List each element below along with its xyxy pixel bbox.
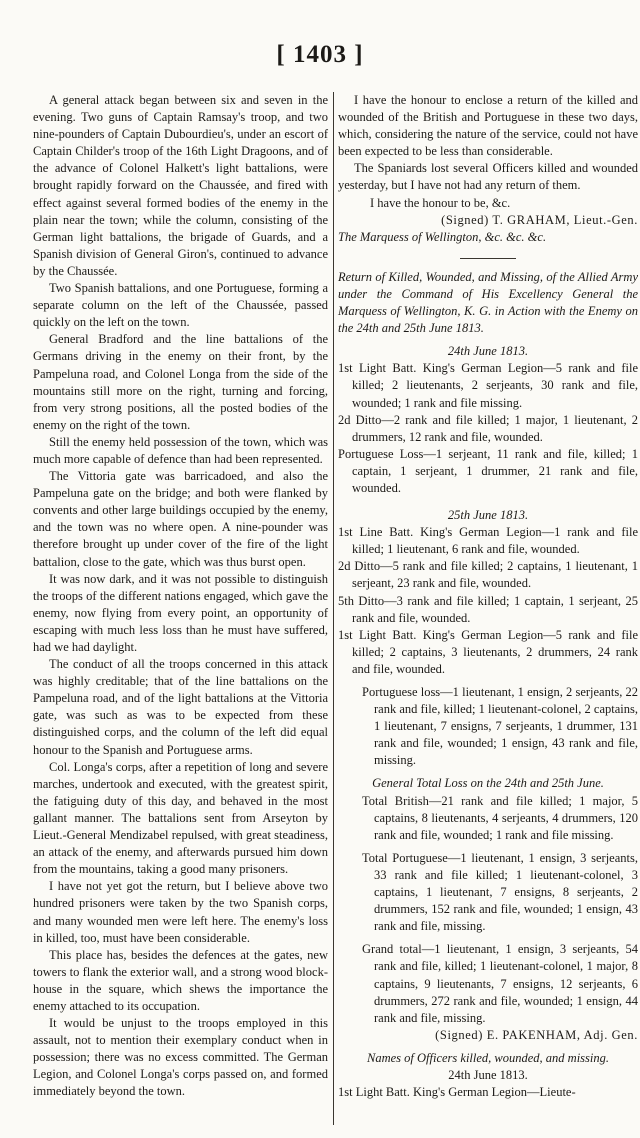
closing-line: I have the honour to be, &c. <box>370 195 511 210</box>
return-entry: 2d Ditto—2 rank and file killed; 1 major, 1 lieutenant, 2 drummers, 12 rank and file, wounded. <box>338 412 638 444</box>
officers-first-entry: 1st Light Batt. King's German Legion—Lieute- <box>338 1085 576 1100</box>
paragraph: It was now dark, and it was not possible to distinguish the troops of the different nations engaged, which gave the enemy, now flying from every point, an opportunity of escaping with much less loss than he must have suffered, had we had daylight. <box>33 571 328 654</box>
total-entry: Total Portuguese—1 lieutenant, 1 ensign, 3 serjeants, 33 rank and file killed; 1 lieutenant-colonel, 3 captains, 1 lieutenant, 7 ensigns, 8 serjeants, 2 drummers, 152 rank and file, wounded; 1 ensign, 43 rank and file, missing. <box>362 850 638 934</box>
return-entry: 1st Light Batt. King's German Legion—5 rank and file killed; 2 captains, 3 lieutenants, 2 drummers, 24 rank and file, wounded. <box>338 627 638 676</box>
return-entry: 2d Ditto—5 rank and file killed; 2 captains, 1 lieutenant, 1 serjeant, 23 rank and file, wounded. <box>338 559 638 591</box>
portuguese-loss-entry: Portuguese loss—1 lieutenant, 1 ensign, 2 serjeants, 22 rank and file, killed; 1 lieutenant-colonel, 2 captains, 1 lieutenant, 7 ensigns, 7 serjeants, 1 drummer, 131 rank and file, wounded; 1 ensign, 43 rank and file, missing. <box>362 685 638 768</box>
section-rule <box>460 258 516 259</box>
return-entry: 5th Ditto—3 rank and file killed; 1 captain, 1 serjeant, 25 rank and file, wounded. <box>338 593 638 625</box>
paragraph: The conduct of all the troops concerned in this attack was highly creditable; that of the line battalions on the Pampeluna road, and of the light battalions at the Vittoria gate, was such as was to be expected from these distinguished corps, and the column of the left did equal honour to the Spanish and Portuguese arms. <box>33 657 328 757</box>
paragraph: I have the honour to enclose a return of the killed and wounded of the British and Portuguese in these two days, which, considering the nature of the service, could not have been expected to be less than considerable. <box>338 93 638 159</box>
paragraph: This place has, besides the defences at the gates, new towers to flank the exterior wall, and a strong wood block-house in the square, which shews the importance the enemy attached to its occupation. <box>33 947 328 1013</box>
general-total-heading: General Total Loss on the 24th and 25th June. <box>372 776 604 791</box>
signature-pakenham: (Signed) E. PAKENHAM, Adj. Gen. <box>435 1027 638 1042</box>
right-column <box>338 92 638 1101</box>
return-title: Return of Killed, Wounded, and Missing, of the Allied Army under the Command of His Excellency General the Marquess of Wellington, K. G. in Action with the Enemy on the 24th and 25th June 1813. <box>338 269 638 336</box>
paragraph: I have not yet got the return, but I believe above two hundred prisoners were taken by the two Spanish corps, and many wounded men were left here. The enemy's loss in killed, too, must have been considerable. <box>33 879 328 945</box>
paragraph: General Bradford and the line battalions of the Germans driving in the enemy on their front, by the Pampeluna road, and Colonel Longa from the side of the mountains still more on the right, turning and forcing, from very strong positions, all the posted bodies of the enemy on the right of the town. <box>33 332 328 432</box>
date-heading-25: 25th June 1813. <box>447 508 529 523</box>
date-heading-24: 24th June 1813. <box>447 344 529 359</box>
paragraph: It would be unjust to the troops employed in this assault, not to mention their exemplary conduct when in possession; there was no excess committed. The German Legion, and Colonel Longa's corps passed on, and formed immediately beyond the town. <box>33 1016 328 1099</box>
paragraph: Col. Longa's corps, after a repetition of long and severe marches, undertook and executed, with the greatest spirit, the fatiguing duty of this day, and behaved in the most gallant manner. The battalions sent from Arseyton by Lieut.-General Mendizabel repulsed, with great steadiness, an attack of the enemy, and afterwards pursued him down from the mountains, taking a good many prisoners. <box>33 759 328 877</box>
page-number: [ 1403 ] <box>276 41 364 68</box>
officers-date: 24th June 1813. <box>448 1067 528 1082</box>
paragraph: A general attack began between six and seven in the evening. Two guns of Captain Ramsay's troop, and two nine-pounders of Captain Dubourdieu's, under an escort of Captain Childer's troop of the 16th Light Dragoons, and of the advance of Colonel Halkett's light battalions, were brought rapidly forward on the Chaussée, and fired with effect against several formed bodies of the enemy in the plain near the town; while the column, consisting of the German light battalions, the brigade of Guards, and a Spanish division of General Giron's, continued to advance by the Chaussée. <box>33 93 328 278</box>
paragraph: Still the enemy held possession of the town, which was much more capable of defence than had been represented. <box>33 434 328 466</box>
officers-heading: Names of Officers killed, wounded, and missing. <box>367 1050 609 1065</box>
addressee: The Marquess of Wellington, &c. &c. &c. <box>338 229 547 244</box>
return-entry: Portuguese Loss—1 serjeant, 11 rank and file, killed; 1 captain, 1 serjeant, 1 drummer, 21 rank and file, wounded. <box>338 446 638 495</box>
paragraph: The Vittoria gate was barricadoed, and also the Pampeluna gate on the bridge; and both were flanked by convents and other large buildings occupied by the enemy, and the town was no where open. A nine-pounder was therefore brought up under cover of the fire of the light battalion, close to the gate, which was thus burst open. <box>33 469 328 569</box>
signature-graham: (Signed) T. GRAHAM, Lieut.-Gen. <box>441 212 638 227</box>
total-entry: Grand total—1 lieutenant, 1 ensign, 3 serjeants, 54 rank and file, killed; 1 lieutenant-colonel, 1 major, 8 captains, 9 lieutenants, 7 ensigns, 12 serjeants, 6 drummers, 272 rank and file, wounded; 1 ensign, 44 rank and file, missing. <box>362 942 638 1025</box>
total-entry: Total British—21 rank and file killed; 1 major, 5 captains, 8 lieutenants, 4 serjeants, 4 drummers, 120 rank and file, wounded; 1 rank and file missing. <box>362 793 638 842</box>
return-entry: 1st Line Batt. King's German Legion—1 rank and file killed; 1 lieutenant, 6 rank and file, wounded. <box>338 525 638 557</box>
paragraph: The Spaniards lost several Officers killed and wounded yesterday, but I have not had any return of them. <box>338 161 638 193</box>
paragraph: Two Spanish battalions, and one Portuguese, forming a separate column on the left of the Chaussée, passed quickly on the left on the town. <box>33 281 328 330</box>
return-entry: 1st Light Batt. King's German Legion—5 rank and file killed; 2 lieutenants, 2 serjeants, 30 rank and file, wounded; 1 rank and file missing. <box>338 361 638 410</box>
column-divider <box>333 92 334 1125</box>
left-column <box>33 92 328 1101</box>
